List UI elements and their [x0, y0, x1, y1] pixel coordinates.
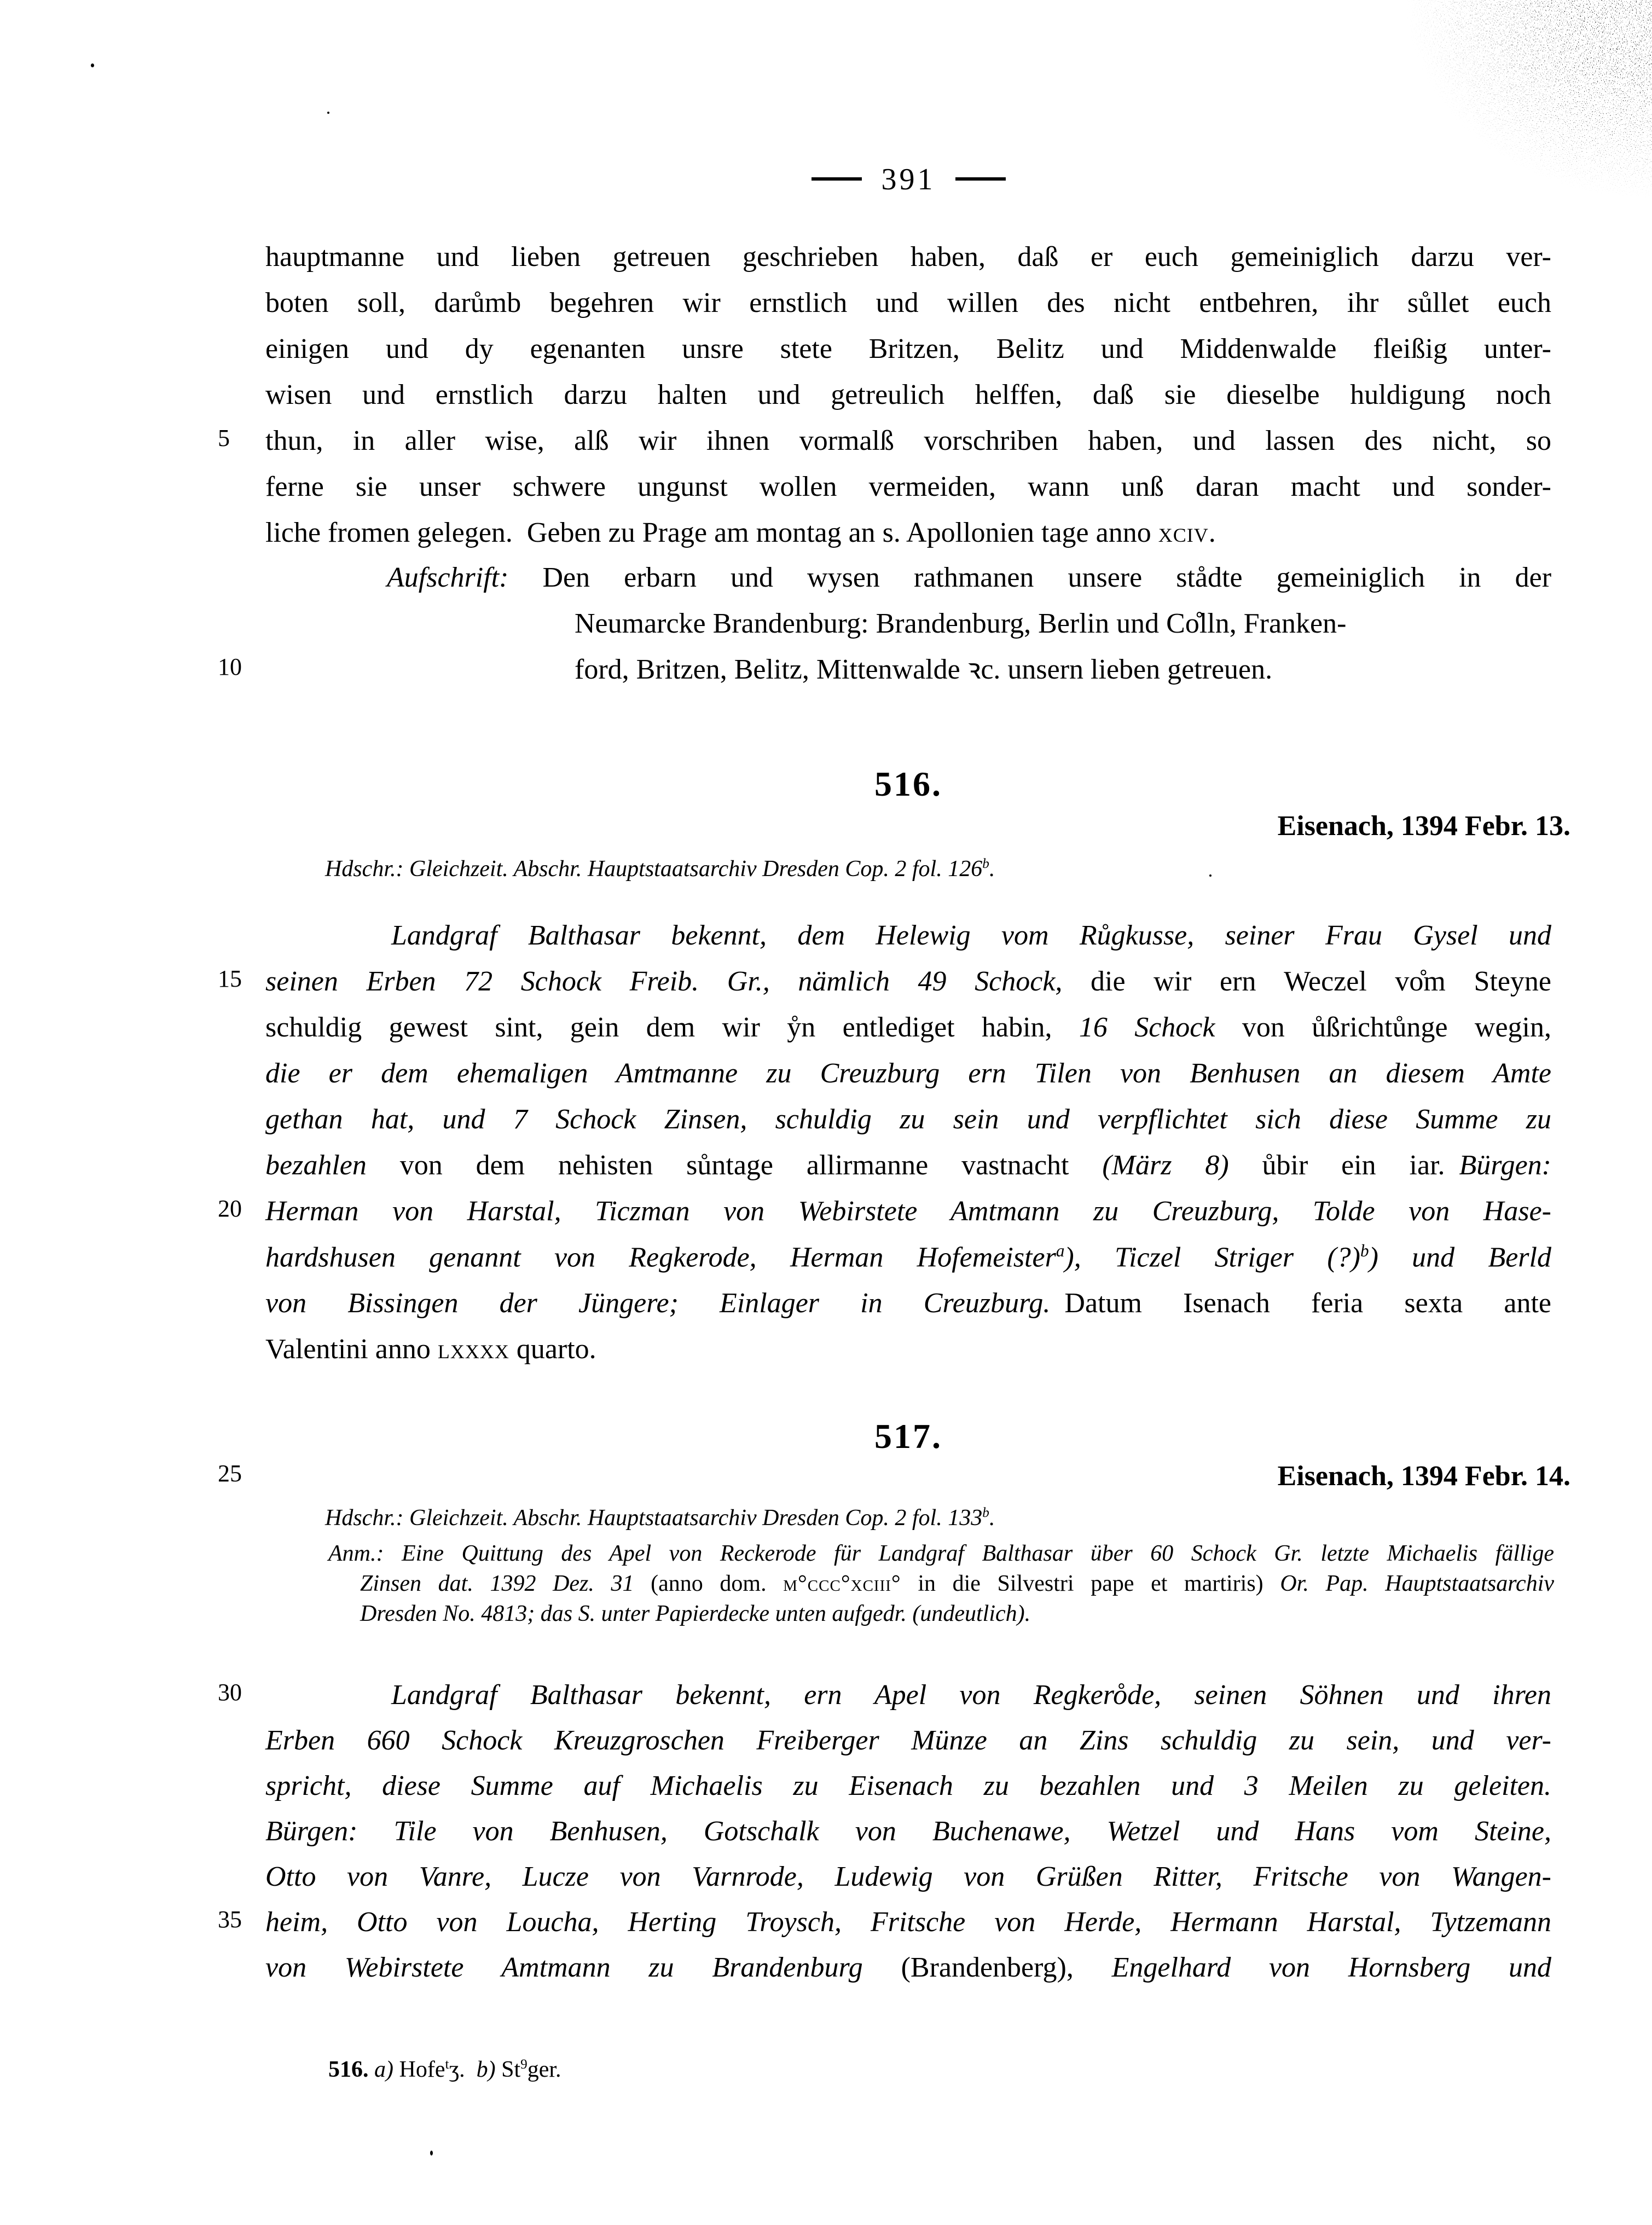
text-segment: ferne sie unser schwere ungunst wollen vermeiden, wann unß daran macht und sonder- — [265, 471, 1551, 502]
text-segment: Otto von Vanre, Lucze von Varnrode, Ludewig von Grüßen Ritter, Fritsche von Wangen- — [265, 1861, 1551, 1892]
page-number: 391 — [881, 163, 936, 196]
text-line — [265, 333, 1551, 366]
text-segment: Zinsen dat. 1392 Dez. 31 — [360, 1571, 651, 1596]
text-line — [265, 1103, 1551, 1136]
line-number-15: 15 — [218, 965, 242, 992]
footnote-marker-b: b) — [476, 2057, 502, 2082]
text-segment: hauptmanne und lieben getreuen geschrieben haben, daß er euch gemeiniglich darzu ver- — [265, 241, 1551, 273]
text-segment: ford, Britzen, Belitz, Mittenwalde ꝛc. unsern lieben getreuen. — [575, 654, 1273, 685]
ink-speck — [430, 2151, 433, 2156]
text-segment: Datum Isenach feria sexta ante — [1064, 1288, 1551, 1319]
text-line — [265, 517, 1551, 549]
text-segment: von Bissingen der Jüngere; Einlager in Creuzburg. — [265, 1288, 1065, 1319]
line-number-35: 35 — [218, 1906, 242, 1933]
superscript-mark: b — [982, 856, 989, 871]
text-segment: bezahlen — [265, 1150, 400, 1181]
text-segment: heim, Otto von Loucha, Herting Troysch, Fritsche von Herde, Hermann Harstal, Tytzemann — [265, 1907, 1551, 1938]
text-segment: St — [501, 2057, 521, 2082]
text-segment: ger. — [527, 2057, 561, 2082]
text-line — [265, 1724, 1551, 1757]
text-segment: die wir ern Weczel vo̊m Steyne — [1091, 966, 1551, 997]
text-line — [265, 919, 1551, 952]
text-segment: in die Silvestri pape et martiris) — [901, 1571, 1280, 1596]
text-segment: gethan hat, und 7 Schock Zinsen, schuldig zu sein und verpflichtet sich diese Summe zu — [265, 1104, 1551, 1135]
text-line — [265, 471, 1551, 503]
text-segment: von Webirstete Amtmann zu Brandenburg — [265, 1952, 901, 1983]
text-segment: Den erbarn und wysen rathmanen unsere stådte gemeiniglich in der — [542, 562, 1552, 593]
text-segment: Hdschr.: Gleichzeit. Abschr. Hauptstaatsarchiv Dresden Cop. 2 fol. 126 — [325, 856, 983, 882]
footnote-entry-number: 516. — [328, 2057, 374, 2082]
text-line — [265, 1011, 1551, 1044]
line-number-5: 5 — [218, 425, 230, 451]
text-line — [265, 1149, 1551, 1182]
footnote-marker-a: a — [1056, 1241, 1065, 1260]
text-segment: (März 8) — [1102, 1150, 1262, 1181]
entry-date-517 — [265, 1460, 1570, 1493]
text-segment: spricht, diese Summe auf Michaelis zu Eisenach zu bezahlen und 3 Meilen zu geleiten. — [265, 1770, 1551, 1801]
text-line — [265, 379, 1551, 412]
text-segment: 16 Schock — [1079, 1012, 1242, 1043]
text-segment: . — [989, 1505, 995, 1531]
text-segment: 516. — [874, 764, 942, 803]
text-line — [265, 1951, 1551, 1984]
text-segment: ʒ. — [449, 2057, 477, 2082]
text-line — [265, 1770, 1551, 1803]
text-segment: Anm.: Eine Quittung des Apel von Reckerode für Landgraf Balthasar über 60 Schock Gr. letzte Michaelis fällige — [328, 1541, 1554, 1566]
ink-speck — [91, 63, 94, 67]
text-line — [265, 241, 1551, 274]
text-segment: (anno dom. — [651, 1571, 784, 1596]
text-segment: Herman von Harstal, Ticzman von Webirstete Amtmann zu Creuzburg, Tolde von Hase- — [265, 1196, 1551, 1227]
text-line — [265, 1287, 1551, 1320]
text-segment: hardshusen genannt von Regkerode, Herman Hofemeister — [265, 1242, 1056, 1273]
text-segment: von ůßrichtůnge wegin, — [1242, 1012, 1551, 1043]
text-segment: Landgraf Balthasar bekennt, dem Helewig vom Růgkusse, seiner Frau Gysel und — [391, 920, 1551, 951]
page-header — [265, 162, 1551, 197]
text-segment: wisen und ernstlich darzu halten und getreulich helffen, daß sie dieselbe huldigung noch — [265, 379, 1551, 410]
anm-line — [328, 1571, 1554, 1597]
text-segment: Dresden No. 4813; das S. unter Papierdecke unten aufgedr. (undeutlich). — [360, 1601, 1031, 1626]
aufschrift-line — [575, 607, 1554, 640]
text-segment: 517. — [874, 1417, 942, 1456]
footnote-marker-a: a) — [374, 2057, 399, 2082]
text-line — [265, 1195, 1551, 1228]
text-segment: liche fromen gelegen. Geben zu Prage am montag an s. Apollonien tage anno — [265, 517, 1158, 548]
text-segment: Engelhard von Hornsberg und — [1111, 1952, 1552, 1983]
superscript-mark: 9 — [520, 2057, 528, 2072]
text-segment: m°ccc°xciii° — [783, 1571, 901, 1596]
aufschrift-line — [387, 561, 1551, 594]
text-segment: . — [989, 856, 995, 882]
text-line — [265, 965, 1551, 998]
text-segment: (Brandenberg), — [901, 1952, 1112, 1983]
text-segment: Hofe — [399, 2057, 445, 2082]
entry-date-516 — [265, 810, 1570, 843]
text-segment: schuldig gewest sint, gein dem wir ẙn entlediget habin, — [265, 1012, 1079, 1043]
entry-number-517 — [265, 1416, 1551, 1457]
anm-line — [360, 1601, 1586, 1627]
footnote-line — [328, 2056, 1554, 2083]
entry-number-516 — [265, 764, 1551, 804]
aufschrift-label: Aufschrift: — [387, 562, 543, 593]
source-line-517 — [325, 1505, 1551, 1531]
aufschrift-line — [575, 653, 1554, 686]
text-line — [265, 1333, 1551, 1366]
text-segment: die er dem ehemaligen Amtmanne zu Creuzburg ern Tilen von Benhusen an diesem Amte — [265, 1058, 1551, 1089]
text-segment: lxxxx — [437, 1334, 509, 1365]
header-rule-right-icon — [955, 177, 1006, 181]
line-number-10: 10 — [218, 653, 242, 680]
text-segment: ůbir ein iar. — [1262, 1150, 1459, 1181]
footnote-marker-b: b — [1360, 1241, 1369, 1260]
text-line — [265, 1241, 1551, 1274]
text-segment: Or. Pap. Hauptstaatsarchiv — [1280, 1571, 1555, 1596]
text-segment: Bürgen: Tile von Benhusen, Gotschalk von Buchenawe, Wetzel und Hans vom Steine, — [265, 1816, 1551, 1847]
text-segment: Eisenach, 1394 Febr. 13. — [1277, 810, 1570, 842]
superscript-mark: b — [982, 1505, 989, 1520]
text-segment: thun, in aller wise, alß wir ihnen vormalß vorschriben haben, und lassen des nicht, so — [265, 425, 1551, 456]
superscript-mark: t — [445, 2057, 449, 2072]
source-line-516 — [325, 856, 1551, 882]
text-line — [265, 1861, 1551, 1893]
line-number-30: 30 — [218, 1679, 242, 1706]
text-line — [265, 425, 1551, 457]
text-segment: Valentini anno — [265, 1334, 438, 1365]
text-segment: Eisenach, 1394 Febr. 14. — [1277, 1461, 1570, 1492]
anm-line — [328, 1540, 1554, 1567]
text-segment: Neumarcke Brandenburg: Brandenburg, Berlin und Co̊lln, Franken- — [575, 608, 1347, 639]
text-segment: Landgraf Balthasar bekennt, ern Apel von Regkero̊de, seinen Söhnen und ihren — [391, 1679, 1551, 1711]
text-line — [265, 287, 1551, 320]
ink-speck — [327, 112, 329, 114]
text-segment: Bürgen: — [1459, 1150, 1551, 1181]
text-segment: quarto. — [509, 1334, 596, 1365]
text-segment: von dem nehisten sůntage allirmanne vastnacht — [399, 1150, 1103, 1181]
text-line — [265, 1057, 1551, 1090]
text-line — [265, 1679, 1551, 1712]
text-line — [265, 1815, 1551, 1848]
text-segment: ), Ticzel Striger (?) — [1064, 1242, 1360, 1273]
text-segment: einigen und dy egenanten unsre stete Britzen, Belitz und Middenwalde fleißig unter- — [265, 333, 1551, 364]
text-segment: xciv. — [1158, 517, 1216, 548]
text-segment: boten soll, darůmb begehren wir ernstlich und willen des nicht entbehren, ihr sůllet euch — [265, 287, 1551, 318]
line-number-20: 20 — [218, 1195, 242, 1222]
text-segment: seinen Erben 72 Schock Freib. Gr., nämlich 49 Schock, — [265, 966, 1091, 997]
line-number-25: 25 — [218, 1460, 242, 1487]
text-line — [265, 1906, 1551, 1939]
header-rule-left-icon — [811, 177, 862, 181]
text-segment: ) und Berld — [1369, 1242, 1551, 1273]
text-segment: Hdschr.: Gleichzeit. Abschr. Hauptstaatsarchiv Dresden Cop. 2 fol. 133 — [325, 1505, 983, 1531]
text-segment: Erben 660 Schock Kreuzgroschen Freiberger Münze an Zins schuldig zu sein, und ver- — [265, 1725, 1551, 1756]
